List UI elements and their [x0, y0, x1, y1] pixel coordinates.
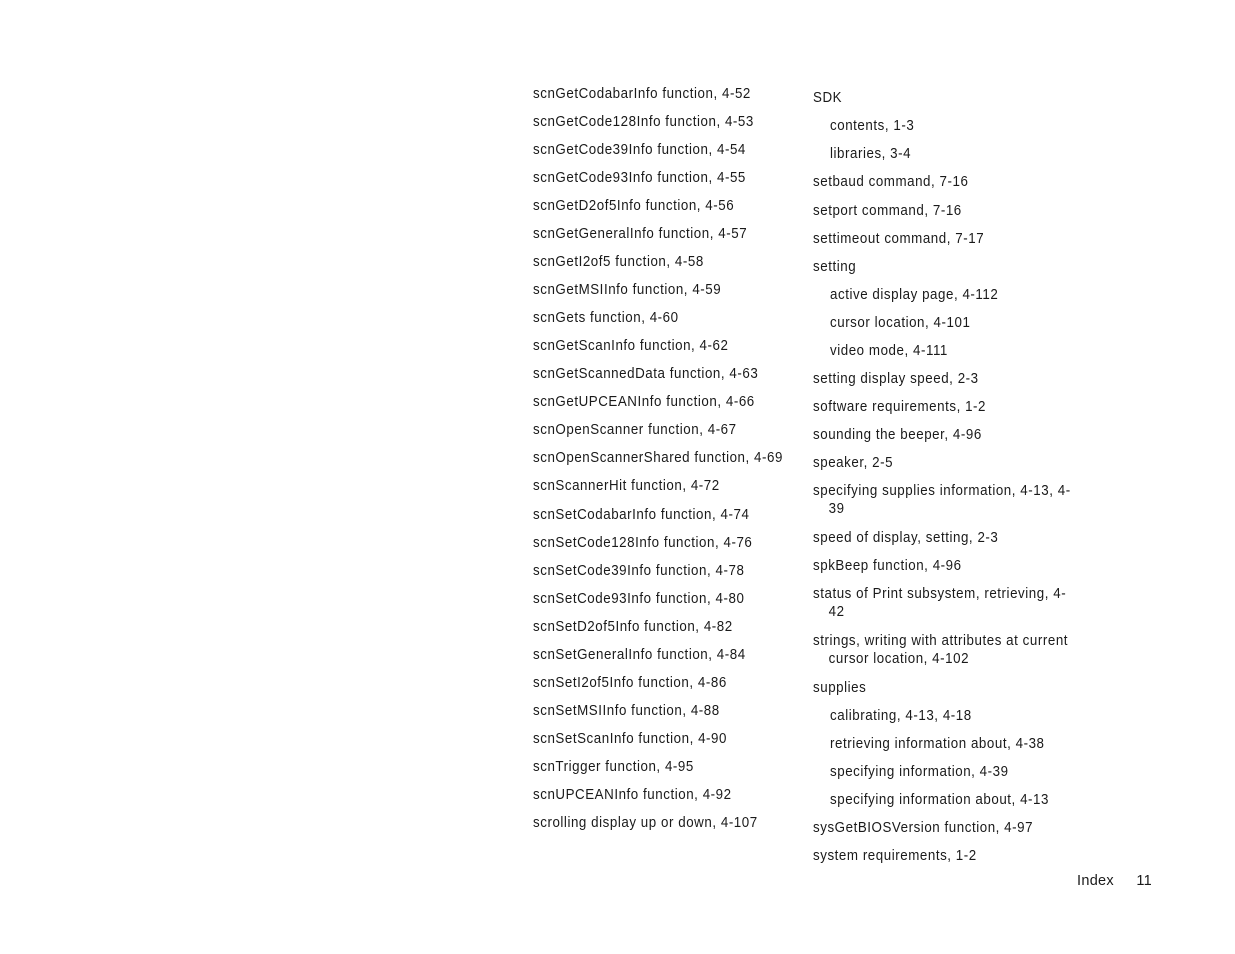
page-number: 11: [1136, 873, 1152, 889]
index-entry: scnGetCodabarInfo function, 4-52: [533, 86, 751, 102]
index-entry: setting display speed, 2-3: [813, 371, 979, 387]
index-entry: SDK: [813, 90, 843, 106]
index-entry: scnGetI2of5 function, 4-58: [533, 254, 704, 270]
index-entry: setbaud command, 7-16: [813, 174, 969, 190]
index-entry: scnTrigger function, 4-95: [533, 759, 694, 775]
index-entry: system requirements, 1-2: [813, 848, 977, 864]
index-entry: specifying supplies information, 4-13, 4-39: [813, 483, 1071, 517]
index-entry: scnGetCode128Info function, 4-53: [533, 114, 754, 130]
index-subentry: retrieving information about, 4-38: [830, 736, 1045, 752]
index-subentry: contents, 1-3: [830, 118, 915, 134]
index-entry: settimeout command, 7-17: [813, 231, 985, 247]
index-entry: strings, writing with attributes at current cursor location, 4-102: [813, 633, 1069, 667]
index-entry: scnGetUPCEANInfo function, 4-66: [533, 394, 755, 410]
index-entry: scnGetD2of5Info function, 4-56: [533, 198, 735, 214]
index-subentry: specifying information about, 4-13: [830, 792, 1049, 808]
index-entry: sounding the beeper, 4-96: [813, 427, 982, 443]
index-entry: scnGetScanInfo function, 4-62: [533, 338, 729, 354]
index-subentry: specifying information, 4-39: [830, 764, 1009, 780]
index-entry: scnSetCode93Info function, 4-80: [533, 591, 745, 607]
index-entry: scnUPCEANInfo function, 4-92: [533, 787, 732, 803]
index-entry: scnGetGeneralInfo function, 4-57: [533, 226, 748, 242]
index-entry: setting: [813, 259, 857, 275]
index-entry: scnSetD2of5Info function, 4-82: [533, 619, 733, 635]
index-entry: scnSetMSIInfo function, 4-88: [533, 703, 720, 719]
index-entry: scnSetGeneralInfo function, 4-84: [533, 647, 746, 663]
index-subentry: video mode, 4-111: [830, 343, 948, 359]
index-entry: setport command, 7-16: [813, 203, 962, 219]
index-entry: sysGetBIOSVersion function, 4-97: [813, 820, 1034, 836]
index-entry: scnSetI2of5Info function, 4-86: [533, 675, 727, 691]
index-entry: scnGets function, 4-60: [533, 310, 679, 326]
index-entry: scnGetScannedData function, 4-63: [533, 366, 759, 382]
index-entry: scnGetMSIInfo function, 4-59: [533, 282, 722, 298]
index-entry: scnGetCode39Info function, 4-54: [533, 142, 746, 158]
index-subentry: cursor location, 4-101: [830, 315, 971, 331]
index-entry: scnScannerHit function, 4-72: [533, 478, 720, 494]
footer-section-label: Index: [1077, 873, 1114, 889]
index-entry: scnOpenScanner function, 4-67: [533, 422, 737, 438]
index-entry: spkBeep function, 4-96: [813, 558, 962, 574]
index-subentry: active display page, 4-112: [830, 287, 999, 303]
page-footer: [1077, 873, 1152, 889]
index-entry: speed of display, setting, 2-3: [813, 530, 999, 546]
index-entry: scnSetCodabarInfo function, 4-74: [533, 507, 750, 523]
index-entry: speaker, 2-5: [813, 455, 894, 471]
index-entry: supplies: [813, 680, 867, 696]
index-subentry: libraries, 3-4: [830, 146, 912, 162]
index-entry: scrolling display up or down, 4-107: [533, 815, 758, 831]
index-entry: scnSetScanInfo function, 4-90: [533, 731, 727, 747]
index-entry: scnGetCode93Info function, 4-55: [533, 170, 746, 186]
index-entry: scnSetCode128Info function, 4-76: [533, 535, 753, 551]
index-subentry: calibrating, 4-13, 4-18: [830, 708, 972, 724]
index-entry: software requirements, 1-2: [813, 399, 987, 415]
index-entry: scnSetCode39Info function, 4-78: [533, 563, 745, 579]
index-entry: status of Print subsystem, retrieving, 4-42: [813, 586, 1067, 620]
index-entry: scnOpenScannerShared function, 4-69: [533, 450, 783, 466]
